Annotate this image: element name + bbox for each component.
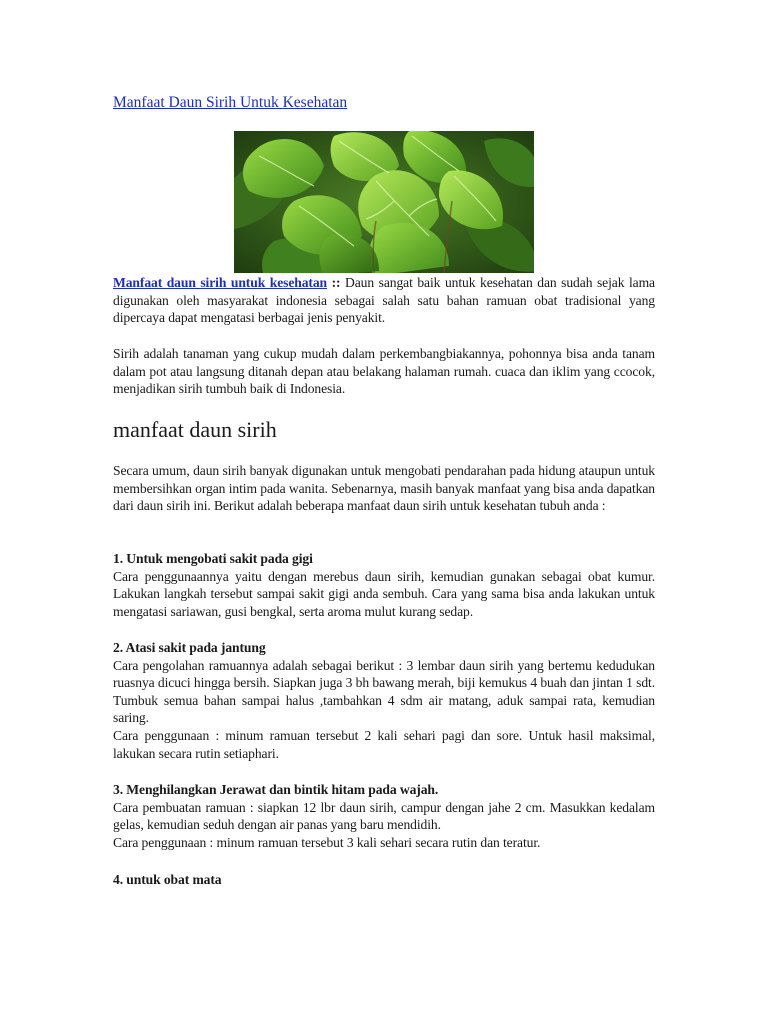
paragraph-cultivation: Sirih adalah tanaman yang cukup mudah dalam perkembangbiakannya, pohonnya bisa anda tanam dalam pot atau langsung ditanah depan atau belakang halaman rumah. cuaca dan iklim yang ccocok, menjadikan sirih tumbuh baik di Indonesia.: [113, 346, 655, 397]
list-item-text: Cara penggunaannya yaitu dengan merebus daun sirih, kemudian gunakan sebagai obat kumur. Lakukan langkah tersebut sampai sakit gigi anda sembuh. Cara yang sama bisa anda lakukan untuk mengatasi sariawan, gusi bengkal, serta aroma mulut kurang sedap.: [113, 568, 655, 619]
list-item-text: Cara pembuatan ramuan : siapkan 12 lbr daun sirih, campur dengan jahe 2 cm. Masukkan kedalam gelas, kemudian seduh dengan air panas yang baru mendidih.: [113, 799, 655, 833]
section-heading: manfaat daun sirih: [113, 417, 277, 442]
list-item-text: Cara penggunaan : minum ramuan tersebut 3 kali sehari secara rutin dan teratur.: [113, 834, 541, 850]
list-item-4: [113, 871, 655, 889]
intro-keyword-link[interactable]: Manfaat daun sirih untuk kesehatan: [113, 275, 327, 290]
article-title-link[interactable]: Manfaat Daun Sirih Untuk Kesehatan: [113, 94, 348, 111]
list-item-heading: 4. untuk obat mata: [113, 872, 222, 887]
list-item-text: Cara pengolahan ramuannya adalah sebagai berikut : 3 lembar daun sirih yang bertemu kedudukan ruasnya dicuci hingga bersih. Siapkan juga 3 bh bawang merah, biji kemukus 4 buah dan jintan 1 sdt. Tumbuk semua bahan sampai halus ,tambahkan 4 sdm air matang, aduk sampai rata, kemudian saring.: [113, 657, 655, 726]
list-item-heading: 2. Atasi sakit pada jantung: [113, 640, 266, 655]
list-item-3: [113, 781, 655, 851]
intro-paragraph: [113, 274, 655, 327]
betel-leaves-illustration: [234, 131, 534, 273]
list-item-text: Cara penggunaan : minum ramuan tersebut 2 kali sehari pagi dan sore. Untuk hasil maksimal, lakukan secara rutin setiaphari.: [113, 727, 655, 761]
list-item-heading: 1. Untuk mengobati sakit pada gigi: [113, 551, 313, 566]
paragraph-general: Secara umum, daun sirih banyak digunakan untuk mengobati pendarahan pada hidung ataupun untuk membersihkan organ intim pada wanita. Sebenarnya, masih banyak manfaat yang bisa anda dapatkan dari daun sirih ini. Berikut adalah beberapa manfaat daun sirih untuk kesehatan tubuh anda :: [113, 463, 655, 514]
list-item-1: [113, 550, 655, 620]
intro-separator: ::: [331, 275, 341, 290]
list-item-heading: 3. Menghilangkan Jerawat dan bintik hitam pada wajah.: [113, 782, 439, 797]
intro-text: Daun sangat baik untuk kesehatan dan sudah sejak lama digunakan oleh masyarakat indonesia sebagai salah satu bahan ramuan obat tradisional yang dipercaya dapat mengatasi berbagai jenis penyakit.: [113, 275, 655, 326]
list-item-2: [113, 639, 655, 762]
betel-leaf-image: [234, 131, 534, 273]
